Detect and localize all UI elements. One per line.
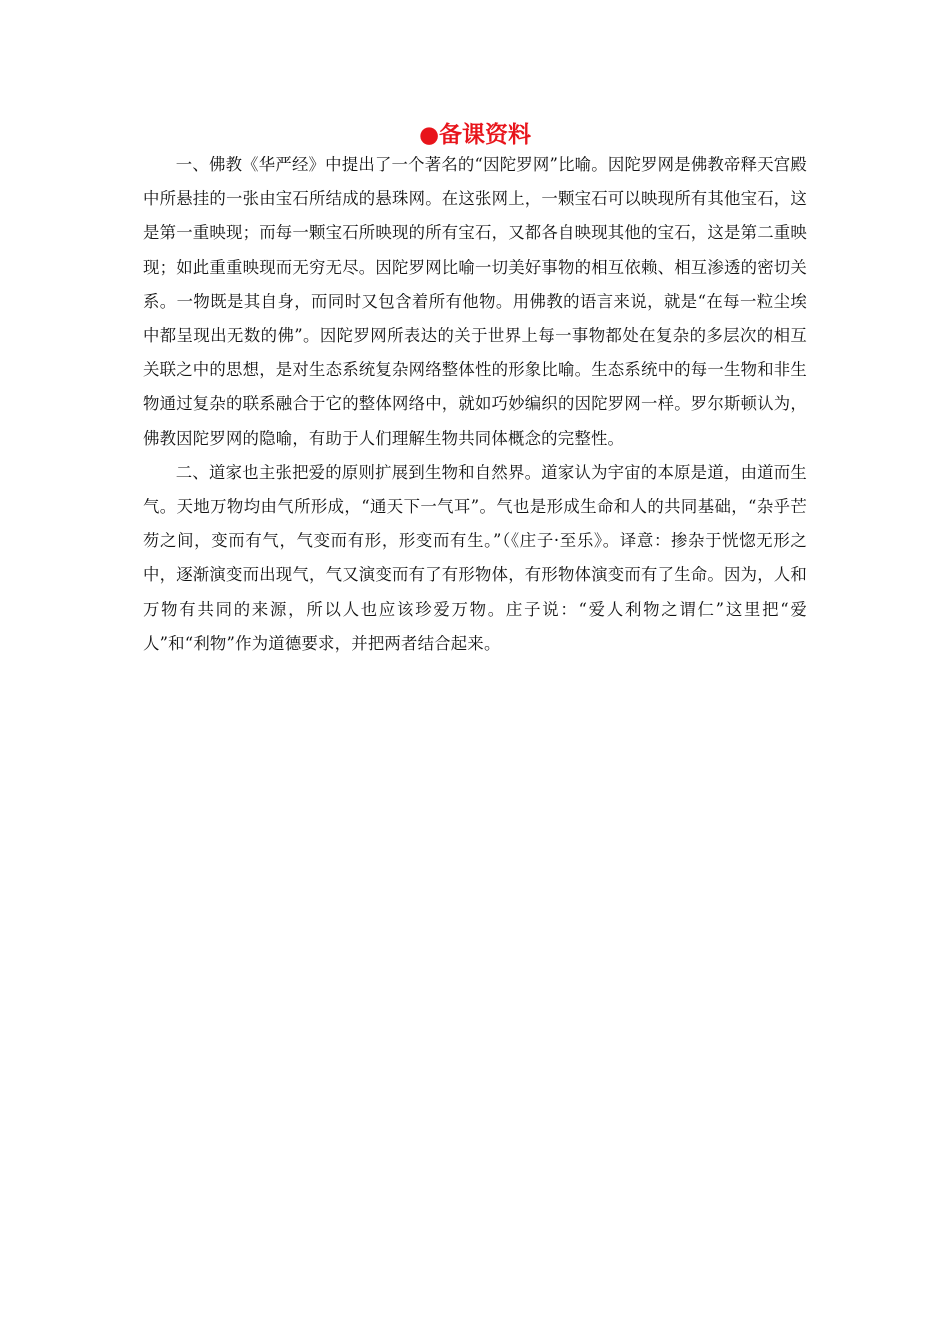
page-title: ●备课资料 [418, 122, 532, 148]
paragraph-buddhism: 一、佛教《华严经》中提出了一个著名的“因陀罗网”比喻。因陀罗网是佛教帝释天宫殿中所悬挂的一张由宝石所结成的悬珠网。在这张网上，一颗宝石可以映现所有其他宝石，这是第一重映现；而每一颗宝石所映现的所有宝石，又都各自映现其他的宝石，这是第二重映现；如此重重映现而无穷无尽。因陀罗网比喻一切美好事物的相互依赖、相互渗透的密切关系。一物既是其自身，而同时又包含着所有他物。用佛教的语言来说，就是“在每一粒尘埃中都呈现出无数的佛”。因陀罗网所表达的关于世界上每一事物都处在复杂的多层次的相互关联之中的思想，是对生态系统复杂网络整体性的形象比喻。生态系统中的每一生物和非生物通过复杂的联系融合于它的整体网络中，就如巧妙编织的因陀罗网一样。罗尔斯顿认为，佛教因陀罗网的隐喻，有助于人们理解生物共同体概念的完整性。 [143, 155, 807, 448]
document-body [143, 148, 807, 661]
paragraph-taoism: 二、道家也主张把爱的原则扩展到生物和自然界。道家认为宇宙的本原是道，由道而生气。天地万物均由气所形成，“通天下一气耳”。气也是形成生命和人的共同基础，“杂乎芒芴之间，变而有气，气变而有形，形变而有生。”（《庄子·至乐》。译意：掺杂于恍惚无形之中，逐渐演变而出现气，气又演变而有了有形物体，有形物体演变而有了生命。因为，人和万物有共同的来源，所以人也应该珍爱万物。庄子说：“爱人利物之谓仁”这里把“爱人”和“利物”作为道德要求，并把两者结合起来。 [143, 462, 807, 653]
